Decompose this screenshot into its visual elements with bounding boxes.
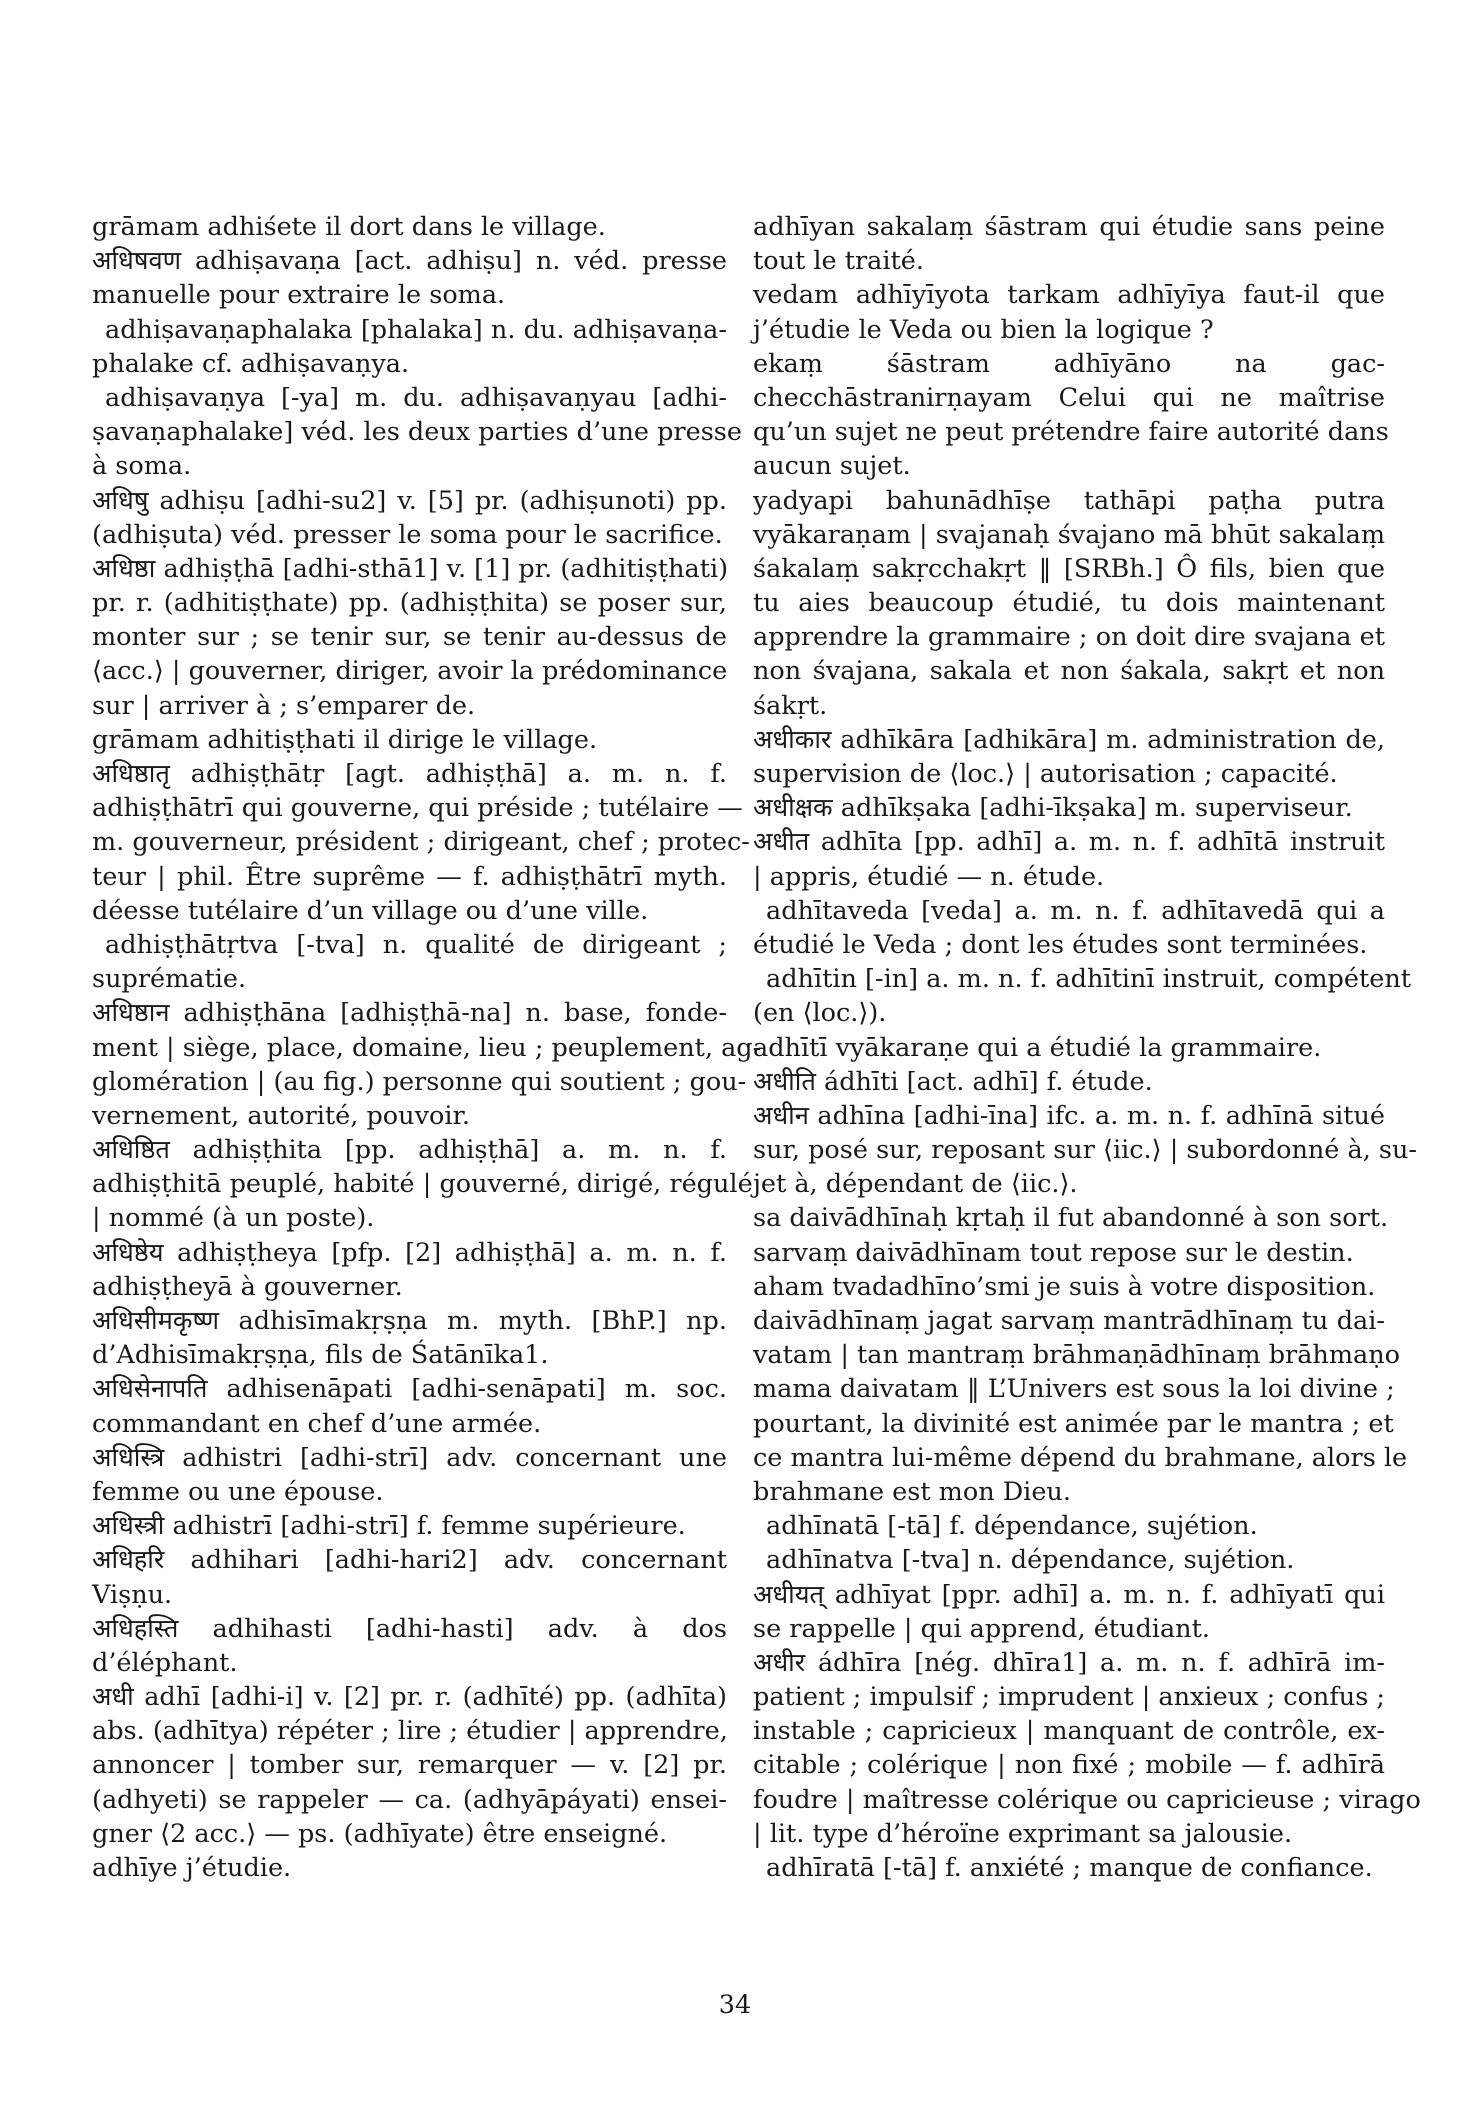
dictionary-line: commandant en chef d’une armée. <box>92 1408 542 1439</box>
dictionary-line: femme ou une épouse. <box>92 1476 384 1507</box>
dictionary-line: aucun sujet. <box>753 451 911 482</box>
dictionary-line: annoncer | tomber sur, remarquer — v. [2] pr. <box>92 1750 727 1781</box>
dictionary-line: अधिष्ठा adhiṣṭhā [adhi-sthā1] v. [1] pr. (adhitiṣṭhati) <box>92 553 729 584</box>
dictionary-line: Viṣṇu. <box>92 1579 173 1610</box>
dictionary-line: phalake cf. adhiṣavaṇya. <box>92 348 410 379</box>
dictionary-line: (adhiṣuta) véd. presser le soma pour le sacrifice. <box>92 519 723 550</box>
dictionary-line: ce mantra lui-même dépend du brahmane, alors le <box>753 1442 1408 1473</box>
dictionary-line: अधिहस्ति adhihasti [adhi-hasti] adv. à dos <box>92 1613 727 1644</box>
dictionary-line: adhiṣṭhātrī qui gouverne, qui préside ; tutélaire — <box>92 793 743 824</box>
dictionary-line: manuelle pour extraire le soma. <box>92 280 506 311</box>
dictionary-line: अधिषु adhiṣu [adhi-su2] v. [5] pr. (adhiṣunoti) pp. <box>92 485 727 516</box>
dictionary-line: m. gouverneur, président ; dirigeant, chef ; protec- <box>92 827 750 858</box>
dictionary-line: jet à, dépendant de ⟨iic.⟩. <box>753 1169 1078 1200</box>
dictionary-line: adhiṣṭheyā à gouverner. <box>92 1271 403 1302</box>
dictionary-line: aham tvadadhīno’smi je suis à votre disposition. <box>753 1271 1376 1302</box>
dictionary-line: śakṛt. <box>753 690 828 721</box>
dictionary-line: vedam adhīyīyota tarkam adhīyīya faut-il que <box>753 280 1385 311</box>
dictionary-line: gner ⟨2 acc.⟩ — ps. (adhīyate) être enseigné. <box>92 1818 668 1849</box>
dictionary-line: tout le traité. <box>753 246 924 277</box>
dictionary-line: pr. r. (adhitiṣṭhate) pp. (adhiṣṭhita) se poser sur, <box>92 588 727 619</box>
dictionary-line: checchāstranirṇayam Celui qui ne maîtrise <box>753 382 1385 413</box>
dictionary-line: instable ; capricieux | manquant de contrôle, ex- <box>753 1716 1385 1747</box>
dictionary-line: apprendre la grammaire ; on doit dire svajana et <box>753 622 1385 653</box>
dictionary-line: déesse tutélaire d’un village ou d’une ville. <box>92 895 649 926</box>
dictionary-line: (adhyeti) se rappeler — ca. (adhyāpáyati) ensei- <box>92 1784 727 1815</box>
dictionary-line: adhītin [-in] a. m. n. f. adhītinī instruit, compétent <box>766 964 1411 995</box>
dictionary-line: अधीत adhīta [pp. adhī] a. m. n. f. adhītā instruit <box>753 827 1385 858</box>
dictionary-line: adhīye j’étudie. <box>92 1853 292 1883</box>
dictionary-line: adhiṣavaṇaphalaka [phalaka] n. du. adhiṣavaṇa- <box>105 314 727 345</box>
dictionary-line: j’étudie le Veda ou bien la logique ? <box>753 314 1214 345</box>
dictionary-line: tu aies beaucoup étudié, tu dois maintenant <box>753 588 1385 619</box>
dictionary-line: adhiṣṭhitā peuplé, habité | gouverné, dirigé, régulé <box>92 1169 753 1200</box>
dictionary-line: अधिसीमकृष्ण adhisīmakṛṣṇa m. myth. [BhP.] np. <box>92 1306 727 1336</box>
dictionary-line: | nommé (à un poste). <box>92 1203 375 1234</box>
dictionary-line: ⟨acc.⟩ | gouverner, diriger, avoir la prédominance <box>92 656 728 687</box>
dictionary-line: vernement, autorité, pouvoir. <box>92 1100 470 1131</box>
dictionary-line: adhīnatva [-tva] n. dépendance, sujétion. <box>766 1545 1295 1576</box>
dictionary-line: अधिस्त्रि adhistri [adhi-strī] adv. concernant une <box>92 1442 727 1473</box>
dictionary-line: d’éléphant. <box>92 1647 238 1678</box>
dictionary-line: ṣavaṇaphalake] véd. les deux parties d’une presse <box>92 417 742 448</box>
dictionary-line: se rappelle | qui apprend, étudiant. <box>753 1613 1210 1644</box>
dictionary-line: अधीकार adhīkāra [adhikāra] m. administration de, <box>753 724 1385 755</box>
dictionary-line: adhīratā [-tā] f. anxiété ; manque de confiance. <box>766 1853 1373 1883</box>
dictionary-line: | lit. type d’héroïne exprimant sa jalousie. <box>753 1818 1293 1849</box>
dictionary-line: sa daivādhīnaḥ kṛtaḥ il fut abandonné à son sort. <box>753 1203 1389 1234</box>
dictionary-line: patient ; impulsif ; imprudent | anxieux ; confus ; <box>753 1682 1385 1713</box>
page-number: 34 <box>718 1990 752 2020</box>
dictionary-line: sarvaṃ daivādhīnam tout repose sur le destin. <box>753 1237 1354 1268</box>
dictionary-line: vyākaraṇam | svajanaḥ śvajano mā bhūt sakalaṃ <box>753 519 1385 550</box>
dictionary-line: qu’un sujet ne peut prétendre faire autorité dans <box>753 417 1389 448</box>
dictionary-line: | appris, étudié — n. étude. <box>753 861 1105 892</box>
left-column <box>92 210 762 1885</box>
dictionary-line: sur, posé sur, reposant sur ⟨iic.⟩ | subordonné à, su- <box>753 1135 1418 1166</box>
dictionary-line: अधीयत् adhīyat [ppr. adhī] a. m. n. f. adhīyatī qui <box>753 1579 1385 1610</box>
dictionary-line: yadyapi bahunādhīṣe tathāpi paṭha putra <box>753 485 1385 516</box>
dictionary-line: adhiṣṭhātṛtva [-tva] n. qualité de dirigeant ; <box>105 929 727 960</box>
dictionary-line: citable ; colérique | non fixé ; mobile — f. adhīrā <box>753 1750 1385 1781</box>
dictionary-line: अधी adhī [adhi-i] v. [2] pr. r. (adhīté) pp. (adhīta) <box>92 1682 727 1713</box>
dictionary-line: abs. (adhītya) répéter ; lire ; étudier | apprendre, <box>92 1716 728 1747</box>
dictionary-line: non śvajana, sakala et non śakala, sakṛt et non <box>753 656 1385 687</box>
dictionary-line: étudié le Veda ; dont les études sont terminées. <box>753 929 1368 960</box>
dictionary-line: अधीन adhīna [adhi-īna] ifc. a. m. n. f. adhīnā situé <box>753 1100 1385 1131</box>
dictionary-line: mama daivatam ‖ L’Univers est sous la loi divine ; <box>753 1374 1395 1405</box>
dictionary-line: suprématie. <box>92 964 247 995</box>
dictionary-line: अधिष्ठान adhiṣṭhāna [adhiṣṭhā-na] n. base, fonde- <box>92 998 727 1029</box>
dictionary-line: vatam | tan mantraṃ brāhmaṇādhīnaṃ brāhmaṇo <box>753 1340 1401 1371</box>
dictionary-line: अधिष्ठित adhiṣṭhita [pp. adhiṣṭhā] a. m. n. f. <box>92 1135 727 1166</box>
dictionary-line: अधीक्षक adhīkṣaka [adhi-īkṣaka] m. superviseur. <box>753 793 1353 824</box>
dictionary-line: ment | siège, place, domaine, lieu ; peuplement, ag- <box>92 1032 762 1063</box>
dictionary-line: à soma. <box>92 451 192 482</box>
dictionary-line: glomération | (au fig.) personne qui soutient ; gou- <box>92 1066 747 1097</box>
dictionary-line: grāmam adhitiṣṭhati il dirige le village. <box>92 724 598 755</box>
dictionary-line: adhīnatā [-tā] f. dépendance, sujétion. <box>766 1511 1258 1542</box>
dictionary-line: sur | arriver à ; s’emparer de. <box>92 690 476 721</box>
dictionary-line: (en ⟨loc.⟩). <box>753 998 887 1029</box>
dictionary-line: supervision de ⟨loc.⟩ | autorisation ; capacité. <box>753 759 1338 789</box>
dictionary-line: adhīyan sakalaṃ śāstram qui étudie sans peine <box>753 212 1385 242</box>
dictionary-line: अधिष्ठेय adhiṣṭheya [pfp. [2] adhiṣṭhā] a. m. n. f. <box>92 1237 727 1268</box>
dictionary-line: अधिस्त्री adhistrī [adhi-strī] f. femme supérieure. <box>92 1511 686 1542</box>
dictionary-line: adhiṣavaṇya [-ya] m. du. adhiṣavaṇyau [adhi- <box>105 382 727 413</box>
dictionary-line: daivādhīnaṃ jagat sarvaṃ mantrādhīnaṃ tu dai- <box>753 1306 1385 1336</box>
dictionary-line: अधीति ádhīti [act. adhī] f. étude. <box>753 1066 1153 1097</box>
dictionary-line: अधिष्ठातृ adhiṣṭhātṛ [agt. adhiṣṭhā] a. m. n. f. <box>92 759 727 789</box>
dictionary-line: foudre | maîtresse colérique ou capricieuse ; virago <box>753 1784 1421 1815</box>
dictionary-line: śakalaṃ sakṛcchakṛt ‖ [SRBh.] Ô fils, bien que <box>753 553 1385 584</box>
dictionary-line: अधिसेनापति adhisenāpati [adhi-senāpati] m. soc. <box>92 1374 727 1405</box>
dictionary-line: d’Adhisīmakṛṣṇa, fils de Śatānīka1. <box>92 1340 549 1371</box>
dictionary-line: अधिहरि adhihari [adhi-hari2] adv. concernant <box>92 1545 727 1576</box>
right-column <box>753 210 1421 1885</box>
dictionary-line: अधिषवण adhiṣavaṇa [act. adhiṣu] n. véd. presse <box>92 246 727 277</box>
dictionary-line: monter sur ; se tenir sur, se tenir au-dessus de <box>92 622 727 653</box>
dictionary-line: अधीर ádhīra [nég. dhīra1] a. m. n. f. adhīrā im- <box>753 1647 1385 1678</box>
dictionary-line: adhītī vyākaraṇe qui a étudié la grammaire. <box>753 1032 1322 1063</box>
dictionary-line: teur | phil. Être suprême — f. adhiṣṭhātrī myth. <box>92 861 727 892</box>
dictionary-line: grāmam adhiśete il dort dans le village. <box>92 212 606 242</box>
dictionary-line: adhītaveda [veda] a. m. n. f. adhītavedā qui a <box>766 895 1385 926</box>
dictionary-line: brahmane est mon Dieu. <box>753 1476 1071 1507</box>
dictionary-line: pourtant, la divinité est animée par le mantra ; et <box>753 1408 1394 1439</box>
dictionary-line: ekaṃ śāstram adhīyāno na gac- <box>753 348 1385 379</box>
